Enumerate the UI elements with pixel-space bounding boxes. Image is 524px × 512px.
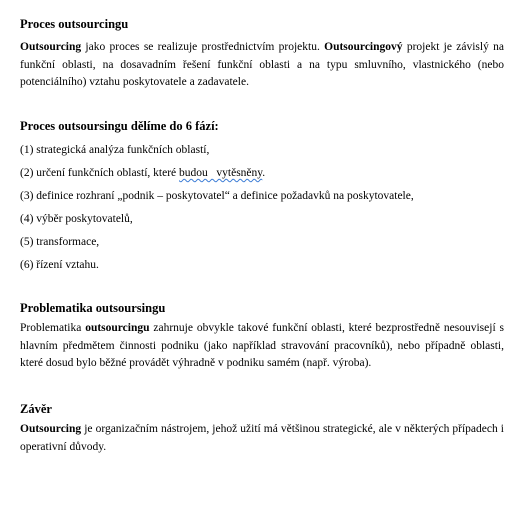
list-item-3: (3) definice rozhraní „podnik – poskytovatel“ a definice požadavků na poskytovatele, bbox=[20, 190, 414, 202]
list-item-4: (4) výběr poskytovatelů, bbox=[20, 213, 133, 225]
paragraph-text: jako proces se realizuje prostřednictvím projektu. bbox=[81, 41, 325, 53]
term-outsourcing: Outsourcing bbox=[20, 41, 82, 53]
list-item-5: (5) transformace, bbox=[20, 236, 100, 248]
list-item-text: (2) určení funkčních oblastí, které bbox=[20, 167, 180, 179]
paragraph-text: projekt je závislý na funkční oblasti, na dosavadním řešení funkční oblasti a na typu smluvního, vlastnického (nebo potenciálního) vztahu poskytovatele a zadavatele. bbox=[20, 41, 504, 88]
heading-zaver: Závěr bbox=[20, 402, 52, 416]
paragraph-text: zahrnuje obvykle takové funkční oblasti, které bezprostředně nesouvisejí s hlavním předmětem činnosti podniku (jako například stravování pracovníků), nebo případně oblasti, které dosud bylo běžné provádět výhradně v podniku samém (např. výroba). bbox=[20, 322, 504, 369]
list-item-1: (1) strategická analýza funkčních oblastí, bbox=[20, 144, 210, 156]
paragraph-proces-outsourcingu bbox=[20, 39, 504, 92]
list-item-text: . bbox=[262, 167, 266, 179]
term-outsourcingovy: Outsourcingový bbox=[324, 41, 403, 53]
list-item-6: (6) řízení vztahu. bbox=[20, 259, 99, 271]
heading-proces-outsourcingu: Proces outsourcingu bbox=[20, 17, 129, 31]
paragraph-text: Problematika bbox=[20, 322, 86, 334]
paragraph-text: je organizačním nástrojem, jehož užití má většinou strategické, ale v některých případech i operativní důvody. bbox=[20, 423, 504, 453]
term-outsourcingu: outsourcingu bbox=[85, 322, 150, 334]
paragraph-zaver bbox=[20, 421, 504, 456]
list-item-2 bbox=[20, 165, 265, 181]
heading-problematika: Problematika outsoursingu bbox=[20, 301, 166, 315]
term-outsourcing: Outsourcing bbox=[20, 423, 82, 435]
spellcheck-marked-text: budou vytěsněny bbox=[179, 167, 263, 179]
paragraph-problematika bbox=[20, 320, 504, 373]
heading-faze: Proces outsoursingu dělíme do 6 fází: bbox=[20, 119, 219, 133]
